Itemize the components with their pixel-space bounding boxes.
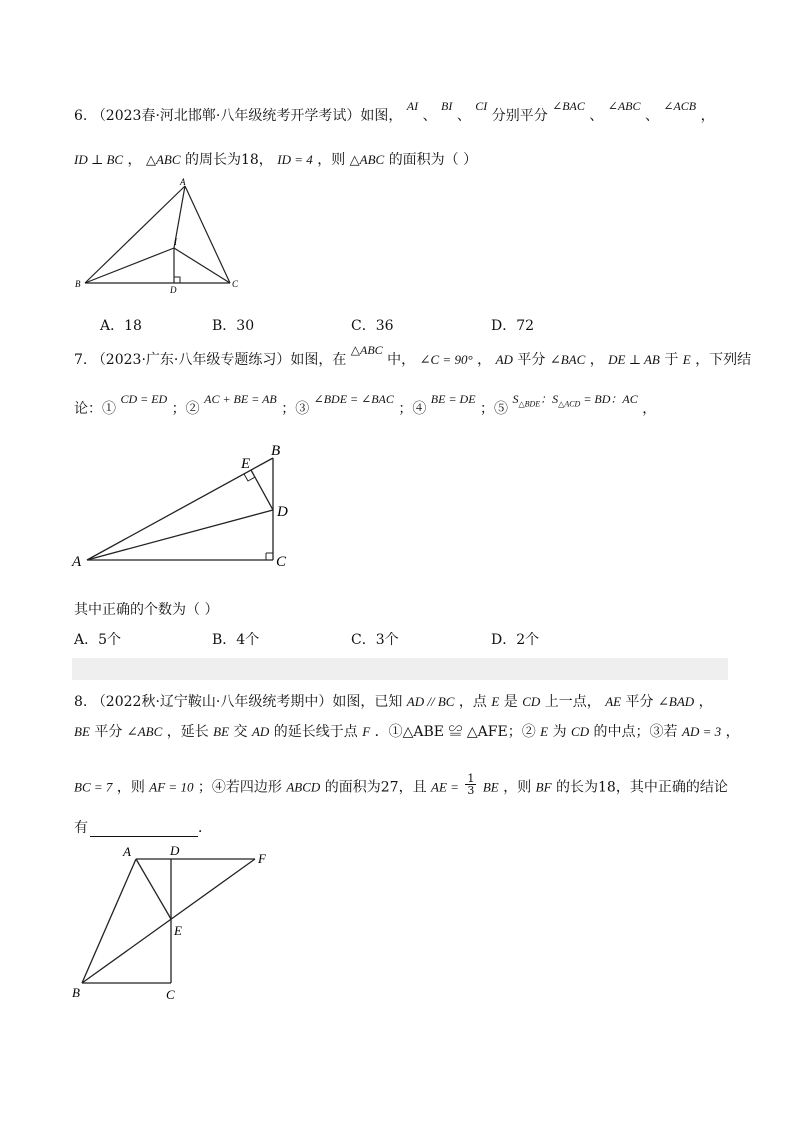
q8-text: ， (725, 724, 740, 740)
q8-point-e: E (491, 694, 500, 709)
q7-s5-s: S (512, 392, 519, 406)
q7-point-e: E (682, 352, 691, 367)
q8-text: 的延长线于点 (273, 724, 358, 740)
q6-angle-acb: ∠ACB (663, 99, 697, 113)
q8-number: 8. (74, 694, 88, 710)
q7-statement-5 (512, 392, 638, 409)
section-divider-band (72, 658, 728, 680)
q7-angle-c: ∠C = 90° (419, 352, 473, 367)
q8-label-c: C (166, 987, 175, 1002)
q8-label-e: E (174, 923, 182, 938)
q6-number: 6. (74, 108, 88, 124)
q8-point-e: E (540, 724, 549, 739)
q8-text: 的面积为27，且 (324, 779, 427, 796)
q7-statement-3: ∠BDE = ∠BAC (313, 392, 394, 406)
q6-option-b[interactable]: B．30 (212, 318, 255, 334)
q6-figure (70, 175, 250, 300)
q7-text: 于 (664, 352, 679, 368)
q8-fraction-one-third (465, 773, 476, 796)
q6-option-c[interactable]: C．36 (351, 318, 394, 334)
q8-text: 有 (74, 820, 88, 836)
q7-text: ， (642, 401, 657, 417)
q6-angle-abc: ∠ABC (607, 99, 641, 113)
q8-seg-ad: AD (251, 724, 270, 739)
q7-label-a: A (72, 554, 82, 570)
q6-id-eq: ID = 4 (277, 152, 313, 167)
q8-seg-bf: BF (535, 779, 552, 795)
q8-text: 是 (503, 694, 518, 710)
q6-seg-ci: CI (475, 99, 488, 113)
q7-de-perp: DE ⊥ AB (608, 352, 660, 367)
q6-label-i: I (174, 237, 177, 247)
q7-text: ；③ (281, 401, 310, 417)
q6-text: ， (127, 152, 142, 168)
q6-sep: 、 (456, 108, 471, 124)
q6-label-c: C (232, 279, 239, 289)
q7-statement-1: CD = ED (120, 392, 168, 406)
q8-text: ，则 (116, 779, 145, 796)
q7-label-c: C (276, 554, 287, 570)
q7-number: 7. (74, 352, 88, 368)
q7-text: 平分 (517, 352, 546, 368)
q7-statement-4: BE = DE (430, 392, 476, 406)
q8-seg-cd: CD (522, 694, 541, 709)
q8-label-b: B (72, 985, 80, 1000)
q7-option-b[interactable]: B．4个 (212, 632, 260, 648)
q8-frac-num: 1 (467, 772, 475, 785)
q6-label-a: A (180, 177, 186, 187)
q8-bc-eq: BC = 7 (74, 779, 113, 795)
q8-af-eq: AF = 10 (149, 779, 194, 795)
q7-line1 (74, 343, 752, 369)
q6-sep: 、 (644, 108, 659, 124)
q8-text: ，点 (458, 694, 487, 710)
q7-option-c[interactable]: C．3个 (351, 632, 399, 648)
q8-point-f: F (362, 724, 371, 739)
q8-line4 (74, 820, 212, 837)
q8-ae-eq: AE = (431, 779, 459, 795)
q7-label-e: E (241, 456, 251, 472)
q8-seg-ae: AE (605, 694, 622, 709)
q7-line2 (74, 392, 657, 419)
q8-seg-be: BE (213, 724, 230, 739)
q7-s5-colon: ： (540, 392, 553, 406)
q7-text: ，下列结 (695, 352, 752, 368)
q8-seg-be: BE (74, 724, 90, 739)
q6-sep: ， (700, 108, 715, 124)
q6-triangle: △ABC (349, 152, 385, 167)
q7-s5-s: S (552, 392, 559, 406)
q8-seg-cd: CD (571, 724, 590, 739)
q6-text: ，则 (317, 152, 346, 168)
q7-text: ， (477, 352, 492, 368)
q8-label-f: F (258, 851, 266, 866)
q8-label-d: D (170, 843, 180, 858)
q8-text: ；④若四边形 (197, 779, 282, 796)
q8-text: 的长为18，其中正确的结论 (556, 779, 728, 796)
q7-statement-2: AC + BE = AB (204, 392, 277, 406)
q7-option-d[interactable]: D．2个 (491, 632, 540, 648)
q7-text: 中， (387, 352, 416, 368)
q7-text: ， (589, 352, 604, 368)
q6-line1 (74, 99, 715, 125)
q7-option-a[interactable]: A．5个 (74, 632, 122, 648)
q6-angle-bac: ∠BAC (552, 99, 585, 113)
q8-angle-bad: ∠BAD (658, 694, 695, 709)
q8-text: ． (198, 820, 212, 836)
q6-text: 的周长为18， (184, 152, 273, 168)
q6-source: （2023春·河北邯郸·八年级统考开学考试）如图， (91, 108, 403, 124)
q8-source: （2022秋·辽宁鞍山·八年级统考期中）如图，已知 (91, 694, 403, 710)
q8-text: ，则 (503, 779, 532, 796)
q8-line1 (74, 694, 713, 711)
q8-text: ．①△ABE ≌ △AFE；② (374, 724, 536, 740)
q7-label-b: B (271, 443, 281, 459)
q8-line2 (74, 724, 740, 741)
q6-text: 的面积为（ ） (388, 152, 478, 168)
q7-source: （2023·广东·八年级专题练习）如图，在 (91, 352, 347, 368)
q8-answer-blank[interactable] (90, 824, 198, 837)
q8-text: 平分 (94, 724, 123, 740)
q7-text: 论：① (74, 401, 116, 417)
q8-seg-be: BE (482, 779, 499, 795)
q8-text: 平分 (625, 694, 654, 710)
q8-label-a: A (123, 844, 131, 859)
q6-option-d[interactable]: D．72 (491, 318, 535, 334)
q7-label-d: D (277, 504, 288, 520)
q6-line2 (74, 152, 477, 169)
q6-sep: 、 (422, 108, 437, 124)
q8-quad-abcd: ABCD (286, 779, 321, 795)
q7-triangle: △ABC (350, 343, 383, 357)
q8-frac-den: 3 (467, 784, 475, 797)
q8-line3 (74, 772, 728, 799)
q6-label-d: D (170, 285, 177, 295)
q6-option-a[interactable]: A．18 (100, 318, 142, 334)
q8-text: 为 (552, 724, 567, 740)
q6-seg-ai: AI (406, 99, 419, 113)
q7-figure (68, 438, 298, 578)
q7-s5-ratio: = BD：AC (583, 392, 638, 406)
q6-sep: 、 (589, 108, 604, 124)
q8-angle-abc: ∠ABC (126, 724, 163, 739)
q7-text: ；⑤ (480, 401, 508, 417)
q7-s5-sub-bde: △BDE (518, 399, 541, 409)
q7-text: ；② (171, 401, 200, 417)
q6-seg-bi: BI (441, 99, 453, 113)
q8-ad-eq: AD = 3 (682, 724, 722, 739)
q7-ad: AD (495, 352, 513, 367)
q7-question-ask: 其中正确的个数为（ ） (74, 602, 219, 618)
q6-bisect-text: 分别平分 (491, 108, 548, 124)
q6-perp: ID ⊥ BC (74, 152, 124, 167)
q8-parallel: AD // BC (406, 694, 455, 709)
q8-text: ， (698, 694, 713, 710)
q8-text: ，延长 (166, 724, 209, 740)
q8-text: 的中点；③若 (593, 724, 678, 740)
q7-angle-bac: ∠BAC (549, 352, 586, 367)
q6-label-b: B (75, 279, 81, 289)
q8-text: 交 (233, 724, 248, 740)
q7-text: ；④ (398, 401, 427, 417)
q7-s5-sub-acd: △ACD (558, 399, 581, 409)
q6-triangle: △ABC (145, 152, 181, 167)
q8-figure (70, 840, 280, 1005)
q8-text: 上一点， (544, 694, 601, 710)
